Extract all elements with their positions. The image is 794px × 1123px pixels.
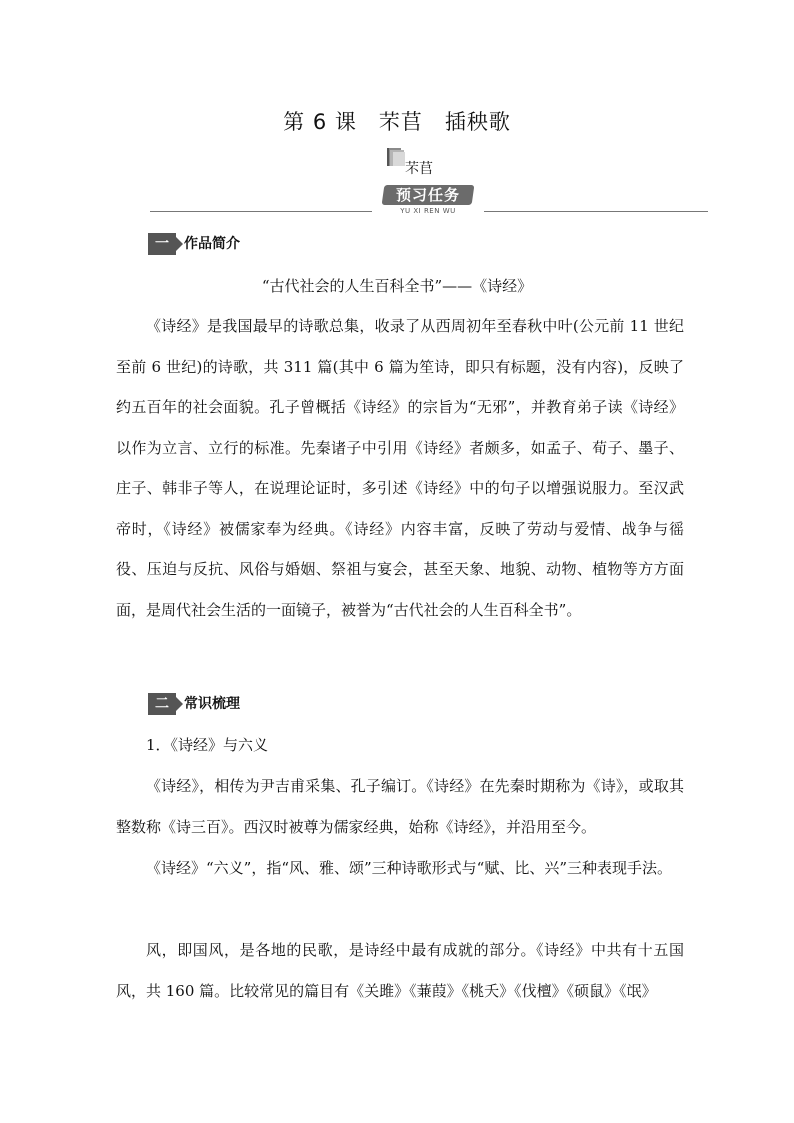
lesson-title: 第 6 课 芣苢 插秧歌 <box>283 110 511 134</box>
divider-left <box>150 211 372 212</box>
paragraph-shijing-origin: 《诗经》，相传为尹吉甫采集、孔子编订。《诗经》在先秦时期称为《诗》，或取其整数称《诗三百》。西汉时被尊为儒家经典，始称《诗经》，并沿用至今。 <box>116 777 684 836</box>
intro-paragraph: 《诗经》是我国最早的诗歌总集，收录了从西周初年至春秋中叶(公元前 11 世纪至前 6 世纪)的诗歌，共 311 篇(其中 6 篇为笙诗，即只有标题，没有内容)，反映了约五百年的社会面貌。孔子曾概括《诗经》的宗旨为“无邪”，并教育弟子读《诗经》以作为立言、立行的标准。先秦诸子中引用《诗经》者颇多，如孟子、荀子、墨子、庄子、韩非子等人，在说理论证时，多引述《诗经》中的句子以增强说服力。至汉武帝时，《诗经》被儒家奉为经典。《诗经》内容丰富，反映了劳动与爱情、战争与徭役、压迫与反抗、风俗与婚姻、祭祖与宴会，甚至天象、地貌、动物、植物等方方面面，是周代社会生活的一面镜子，被誉为“古代社会的人生百科全书”。 <box>116 317 684 619</box>
section-title: 作品简介 <box>184 236 240 252</box>
section-title: 常识梳理 <box>184 696 240 712</box>
preview-task-banner <box>150 183 708 219</box>
banner-pinyin: YU XI REN WU <box>400 207 456 215</box>
section-number: 一 <box>155 236 169 252</box>
subtitle: 芣苢 <box>405 161 433 177</box>
item-heading: 1．《诗经》与六义 <box>146 736 269 754</box>
divider-right <box>484 211 708 212</box>
section-subheading: “古代社会的人生百科全书”——《诗经》 <box>261 277 533 295</box>
banner-label: 预习任务 <box>395 186 460 204</box>
paragraph-guofeng: 风，即国风，是各地的民歌，是诗经中最有成就的部分。《诗经》中共有十五国风，共 160 篇。比较常见的篇目有《关雎》《蒹葭》《桃夭》《伐檀》《硕鼠》《氓》 <box>116 941 684 1000</box>
section-number: 二 <box>155 696 169 712</box>
paragraph-six-meanings: 《诗经》“六义”，指“风、雅、颂”三种诗歌形式与“赋、比、兴”三种表现手法。 <box>146 859 673 877</box>
